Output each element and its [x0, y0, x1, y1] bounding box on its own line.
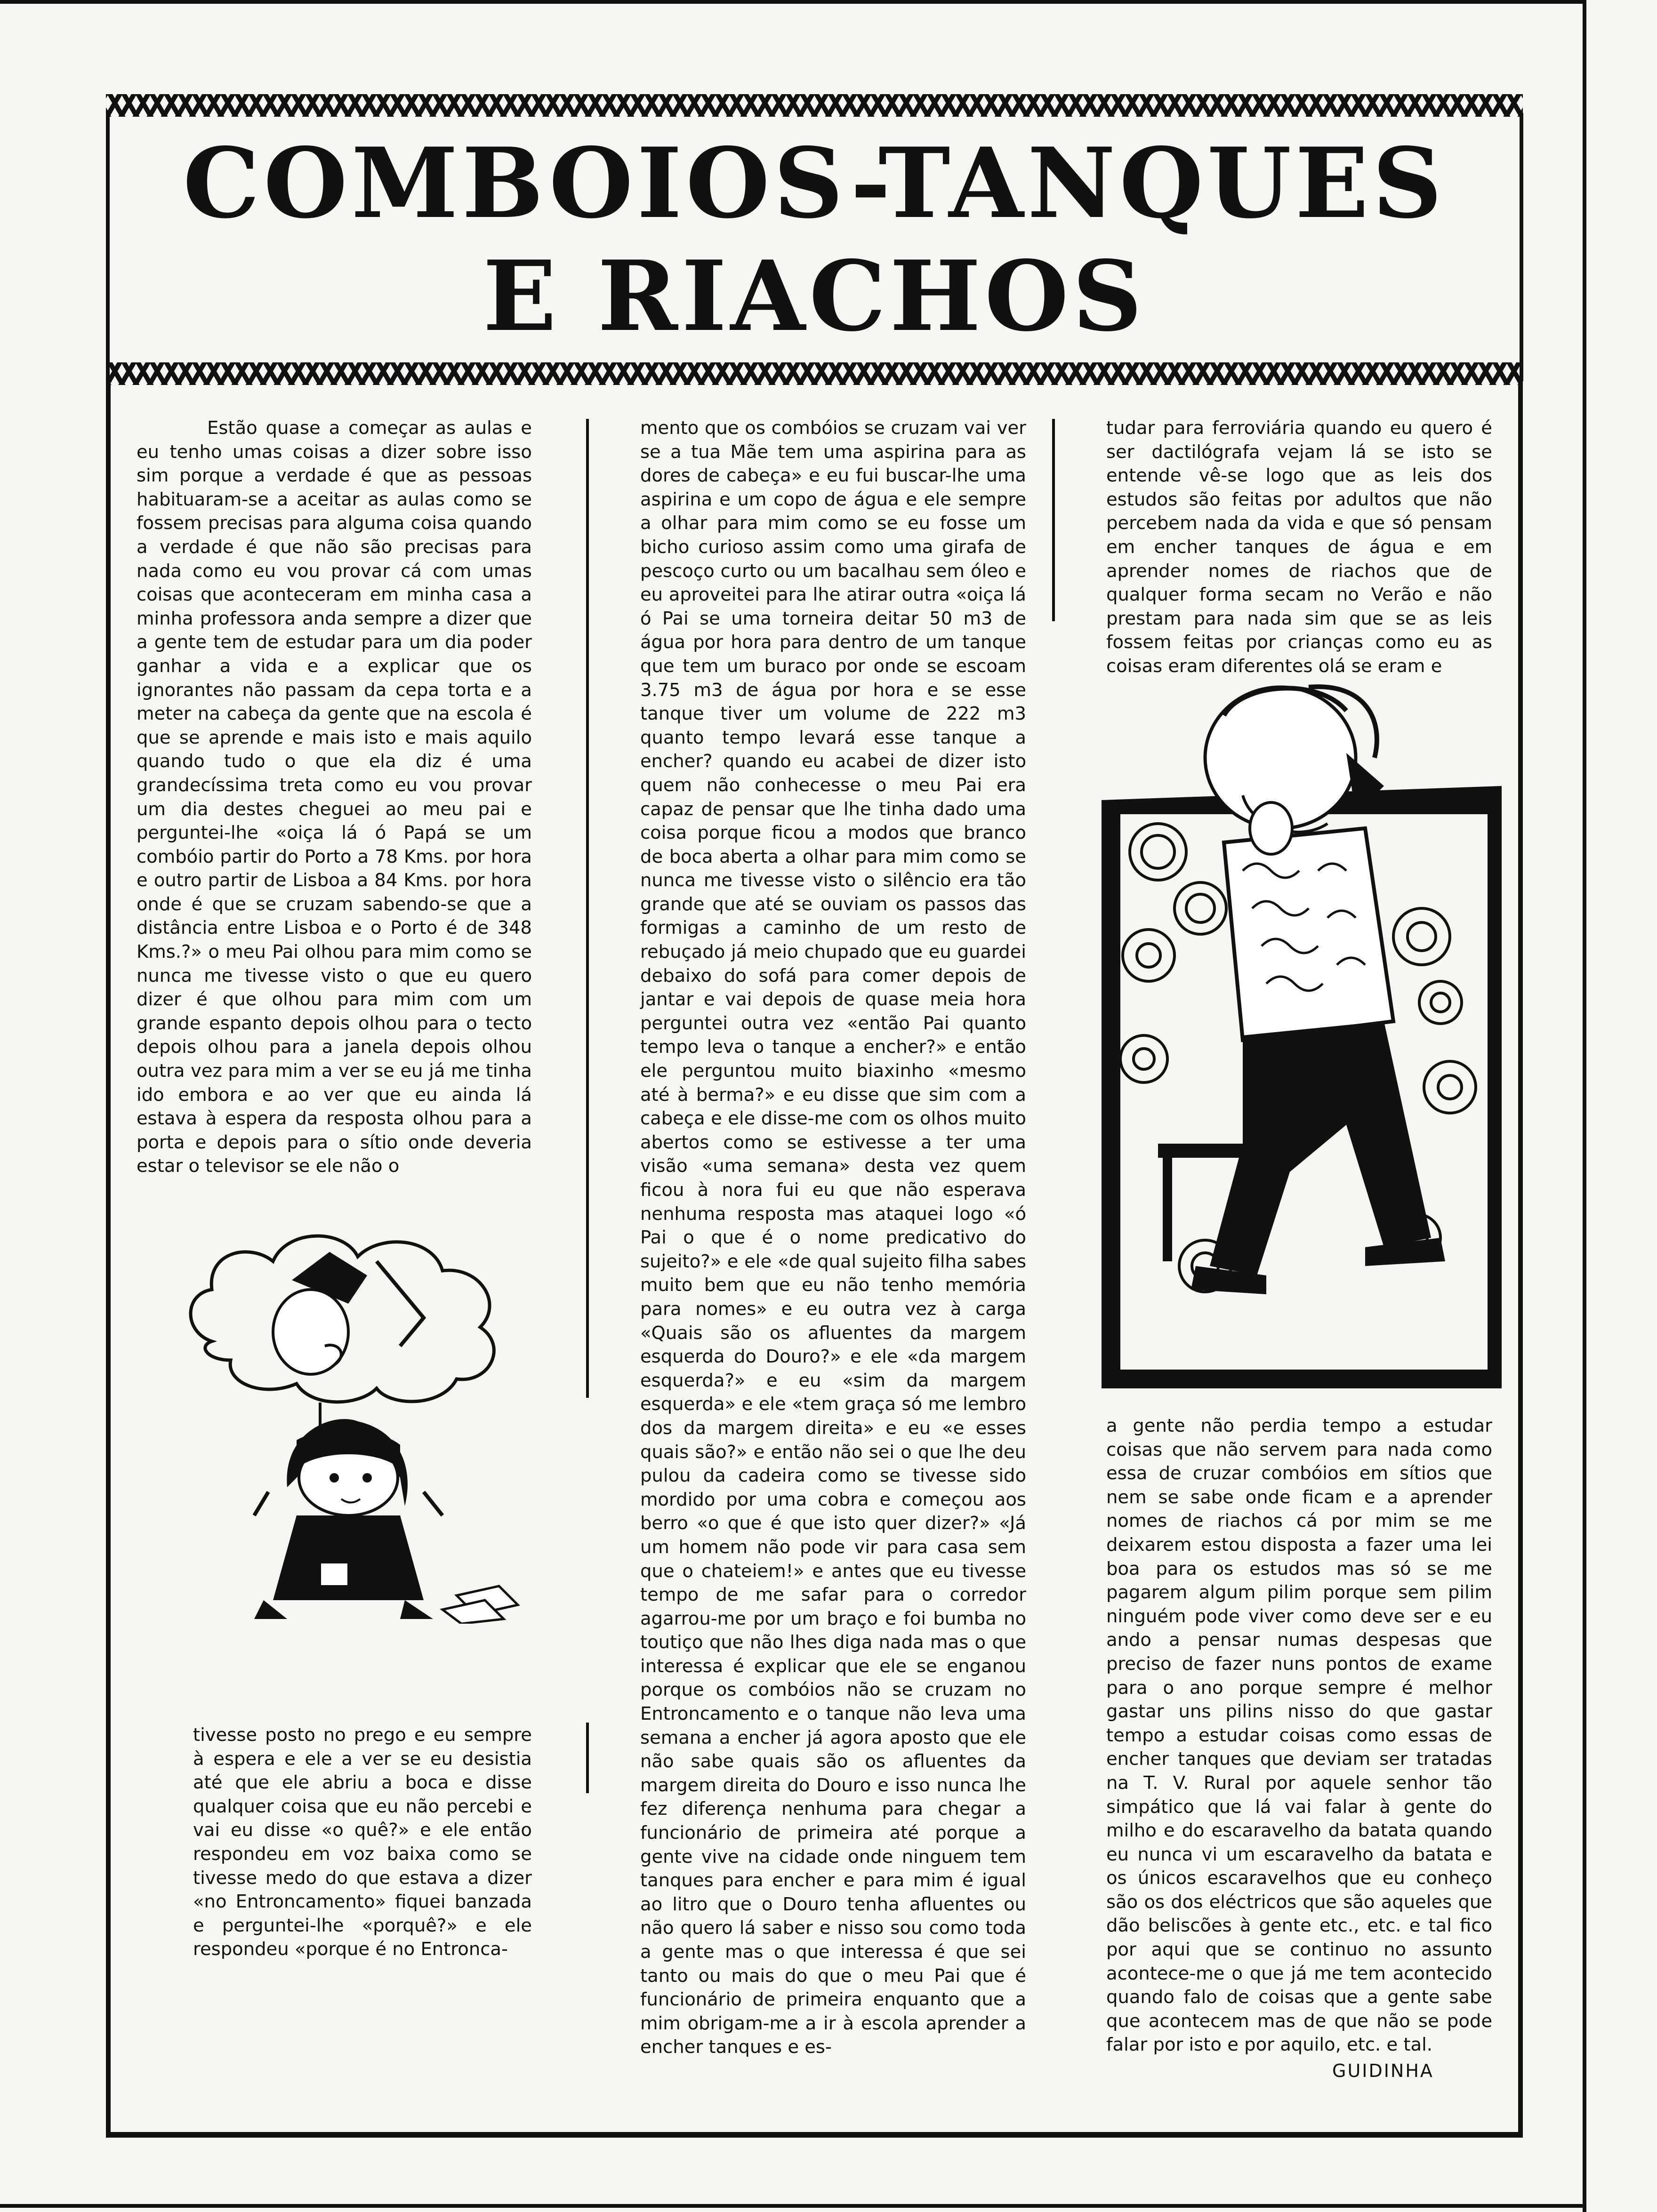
father-thinking-illustration	[1102, 673, 1502, 1388]
author-signature: GUIDINHA	[1332, 2060, 1434, 2081]
column-3-top	[1106, 417, 1492, 679]
title-block	[108, 118, 1520, 379]
paragraph-col1-top: Estão quase a começar as aulas e eu tenho umas coisas a dizer sobre isso sim porque a verdade é que as pessoas habituaram-se a aceitar as aulas como se fossem precisas para alguma coisa quando a verdade é que não são precisas para nada como eu vou provar cá com umas coisas que aconteceram em minha casa a minha professora anda sempre a dizer que a gente tem de estudar para um dia poder ganhar a vida e a explicar que os ignorantes não passam da cepa torta e a meter na cabeça da gente que na escola é que se aprende e mais isto e mais aquilo quando tudo o que ela diz é uma grandecíssima treta como eu vou provar um dia destes cheguei ao meu pai e perguntei-lhe «oiça lá ó Papá se um combóio partir do Porto a 78 Kms. por hora e outro partir de Lisboa a 84 Kms. por hora onde é que se cruzam sabendo-se que a distância entre Lisboa e o Porto é de 348 Kms.?» o meu Pai olhou para mim como se nunca me tivesse visto o que eu quero dizer é que olhou para mim com um grande espanto depois olhou para o tecto depois olhou para a janela depois olhou outra vez para mim a ver se eu já me tinha ido embora e ao ver que eu ainda lá estava à espera da resposta olhou para a porta e depois para o sítio onde deveria estar o televisor se ele não o	[137, 417, 532, 1177]
paragraph-col3-top: tudar para ferroviária quando eu quero é ser dactilógrafa vejam lá se isto se entende vê-se logo que as leis dos estudos são feitas por adultos que não percebem nada da vida e que só pensam em encher tanques de água e em aprender nomes de riachos que de qualquer forma secam no Verão e não prestam para nada sim que se as leis fossem feitas por crianças como eu as coisas eram diferentes olá se eram e	[1106, 417, 1492, 677]
column-rule-2	[1052, 419, 1055, 621]
body-left-border	[106, 381, 111, 2137]
column-2	[640, 417, 1026, 2060]
page-bottom-border	[0, 2204, 1586, 2208]
paragraph-col1-bottom: tivesse posto no prego e eu sempre à espera e ele a ver se eu desistia até que ele abriu a boca e disse qualquer coisa que eu não percebi e vai eu disse «o quê?» e ele então respondeu em voz baixa como se tivesse medo do que estava a dizer «no Entroncamento» fiquei banzada e perguntei-lhe «porquê?» e ele respondeu «porque é no Entronca-	[193, 1724, 532, 1960]
paragraph-col2: mento que os combóios se cruzam vai ver se a tua Mãe tem uma aspirina para as dores de cabeça» e eu fui buscar-lhe uma aspirina e um copo de água e ele sempre a olhar para mim como se eu fosse um bicho curioso assim como uma girafa de pescoço curto ou um bacalhau sem óleo e eu aproveitei para lhe atirar outra «oiça lá ó Pai se uma torneira deitar 50 m3 de água por hora para dentro de um tanque que tem um buraco por onde se escoam 3.75 m3 de água por hora e se esse tanque tiver um volume de 222 m3 quanto tempo levará esse tanque a encher? quando eu acabei de dizer isto quem não conhecesse o meu Pai era capaz de pensar que lhe tinha dado uma coisa porque ficou a modos que branco de boca aberta a olhar para mim como se nunca me tivesse visto o silêncio era tão grande que até se ouviam os passos das formigas a caminho de um resto de rebuçado já meio chupado que eu guardei debaixo do sofá para comer depois de jantar e vai depois de quase meia hora perguntei outra vez «então Pai quanto tempo leva o tanque a encher?» e então ele perguntou muito biaxinho «mesmo até à berma?» e eu disse que sim com a cabeça e ele disse-me com os olhos muito abertos como se estivesse a ter uma visão «uma semana» desta vez quem ficou à nora fui eu que não esperava nenhuma resposta mas ataquei logo «ó Pai o que é o nome predicativo do sujeito?» e ele «de qual sujeito filha sabes muito bem que eu não tenho memória para nomes» e eu outra vez à carga «Quais são os afluentes da margem esquerda do Douro?» e ele «da margem esquerda?» e eu «sim da margem esquerda» e ele «tem graça só me lembro dos da margem direita» e eu «e esses quais são?» e então não sei o que lhe deu pulou da cadeira como se tivesse sido mordido por uma cobra e começou aos berro «o que é que isto quer dizer?» «Já um homem não pode vir para casa sem que o chateiem!» e antes que eu tivesse tempo de me safar para o corredor agarrou-me por um braço e foi bumba no toutiço que não lhes diga nada mas o que interessa é explicar que ele se enganou porque os combóios não se cruzam no Entroncamento e o tanque não leva uma semana a encher já agora aposto que ele não sabe quais são os afluentes da margem direita do Douro e isso nunca lhe fez diferença nenhuma para chegar a funcionário de primeira até porque a gente vive na cidade onde ninguem tem tanques para encher e para mim é igual ao litro que o Douro tenha afluentes ou não quero lá saber e nisso sou como toda a gente mas o que interessa é que sei tanto ou mais do que o meu Pai que é funcionário de primeira enquanto que a mim obrigam-me a ir à escola aprender a encher tanques e es-	[640, 417, 1026, 2058]
body-right-border	[1518, 381, 1523, 2137]
column-rule-1b	[586, 1723, 589, 1793]
title-line-1: COMBOIOS-TANQUES	[183, 127, 1446, 240]
body-bottom-border	[106, 2132, 1523, 2138]
column-3-bottom	[1106, 1414, 1492, 2057]
girl-dreaming-illustration	[179, 1224, 537, 1624]
title-zigzag-top	[106, 94, 1523, 117]
column-1-top	[137, 417, 532, 1178]
paragraph-col3-bottom: a gente não perdia tempo a estudar coisas que não servem para nada como essa de cruzar combóios em sítios que nem se sabe onde ficam e a aprender nomes de riachos cá por mim se me deixarem estou disposta a fazer uma lei boa para os estudos mas só se me pagarem algum pilim porque sem pilim ninguém pode viver como deve ser e eu ando a pensar numas despesas que preciso de fazer nuns pontos de exame para o ano porque sempre é melhor gastar uns pilins nisso do que gastar tempo a estudar coisas como essas de encher tanques que deviam ser tratadas na T. V. Rural por aquele senhor tão simpático que lá vai falar à gente do milho e do escaravelho da batata quando eu nunca vi um escaravelho da batata e os únicos escaravelhos que eu conheço são os dos eléctricos que são aqueles que dão beliscões à gente etc., etc. e tal fico por aqui que se continuo no assunto acontece-me o que já me tem acontecido quando falo de coisas que a gente sabe que acontecem mas de que não se pode falar por isto e por aquilo, etc. e tal.	[1106, 1415, 1492, 2056]
column-rule-1	[586, 419, 589, 1398]
page-top-border	[0, 0, 1586, 4]
title-line-2: E RIACHOS	[483, 240, 1146, 353]
title-zigzag-bottom	[106, 362, 1523, 385]
column-1-bottom	[193, 1723, 532, 1962]
page-right-border	[1583, 0, 1586, 2212]
